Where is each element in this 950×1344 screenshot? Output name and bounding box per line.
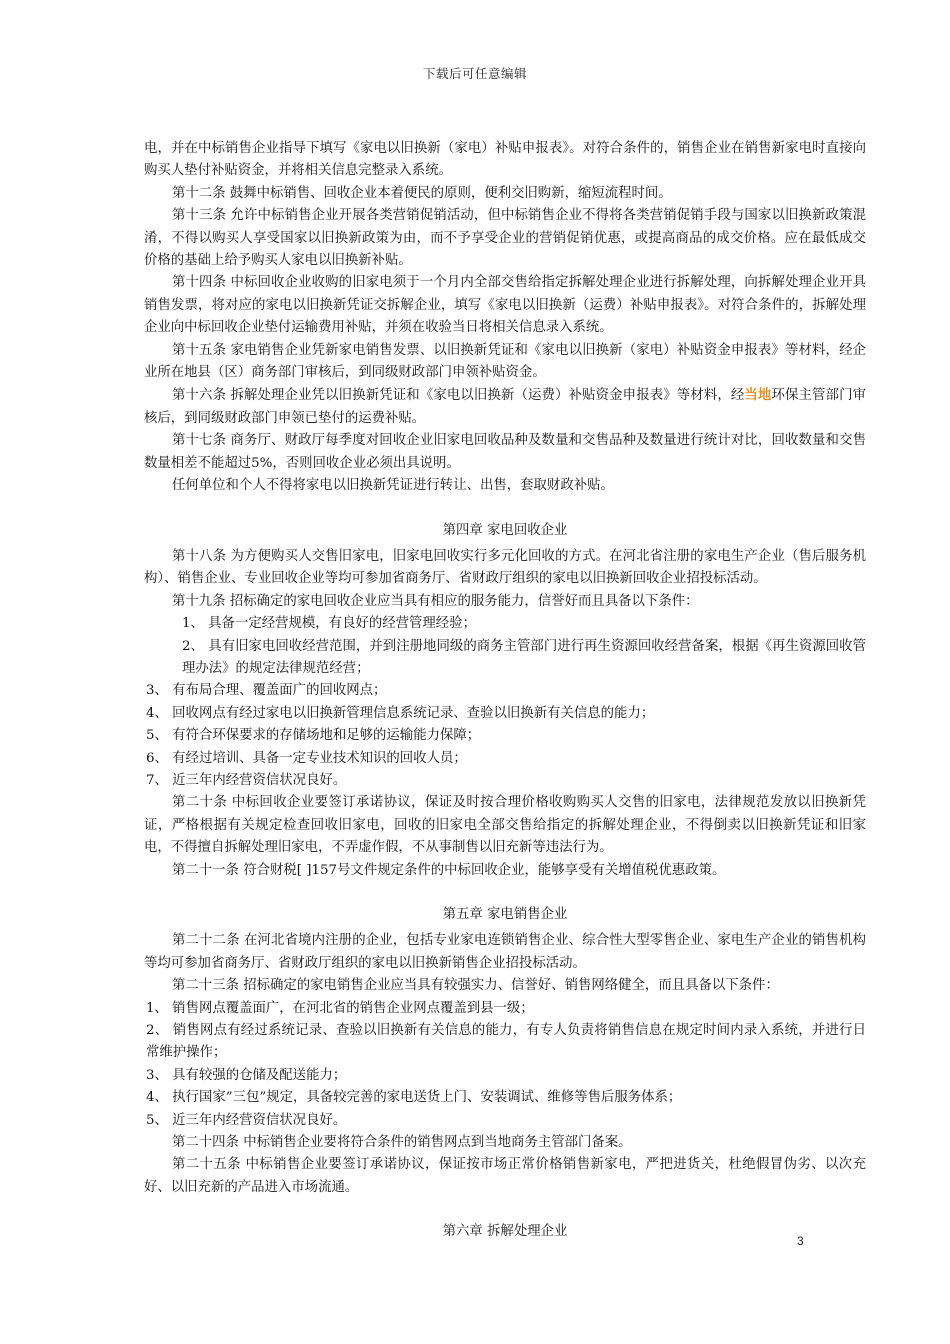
list-item: 4、 执行国家”三包”规定，具备较完善的家电送货上门、安装调试、维修等售后服务体系； — [146, 1090, 682, 1106]
article-paragraph: 第二十条 中标回收企业要签订承诺协议，保证及时按合理价格收购购买人交售的旧家电，法律规范发放以旧换新凭证，严格根据有关规定检查回收旧家电，回收的旧家电全部交售给指定的拆解处理企业，不得倒卖以旧换新凭证和旧家电，不得擅自拆解处理旧家电，不弄虚作假，不从事制售以旧充新等违法行为。 — [144, 795, 866, 856]
list-item: 1、 销售网点覆盖面广，在河北省的销售企业网点覆盖到县一级； — [146, 1000, 534, 1016]
page-header: 下载后可任意编辑 — [422, 66, 527, 81]
article-paragraph: 第十五条 家电销售企业凭新家电销售发票、以旧换新凭证和《家电以旧换新（家电）补贴资金申报表》等材料，经企业所在地县（区）商务部门审核后，到同级财政部门申领补贴资金。 — [144, 342, 866, 381]
paragraph-text: 环保主管部门审核后，到同级财政部门申领已垫付的运费补贴。 — [144, 388, 867, 426]
article-paragraph: 任何单位和个人不得将家电以旧换新凭证进行转让、出售，套取财政补贴。 — [172, 478, 614, 494]
list-item: 6、 有经过培训、具备一定专业技术知识的回收人员； — [146, 750, 467, 766]
article-paragraph: 第二十二条 在河北省境内注册的企业，包括专业家电连锁销售企业、综合性大型零售企业、家电生产企业的销售机构等均可参加省商务厅、省财政厅组织的家电以旧换新销售企业招投标活动。 — [144, 933, 866, 971]
chapter-heading: 第四章 家电回收企业 — [442, 522, 568, 538]
article-paragraph: 第十二条 鼓舞中标销售、回收企业本着便民的原则，便利交旧购新，缩短流程时间。 — [172, 185, 672, 201]
list-item: 3、 有布局合理、覆盖面广的回收网点； — [146, 683, 387, 699]
chapter-heading: 第五章 家电销售企业 — [442, 907, 568, 922]
article-paragraph: 第十九条 招标确定的家电回收企业应当具有相应的服务能力，信誉好而且具备以下条件： — [172, 593, 699, 609]
list-item: 2、 销售网点有经过系统记录、查验以旧换新有关信息的能力，有专人负责将销售信息在规定时间内录入系统，并进行日常维护操作； — [146, 1023, 866, 1061]
document-body — [144, 138, 866, 1248]
article-paragraph: 第二十一条 符合财税[ ]157号文件规定条件的中标回收企业，能够享受有关增值税优惠政策。 — [172, 862, 726, 878]
article-paragraph: 第二十五条 中标销售企业要签订承诺协议，保证按市场正常价格销售新家电，严把进货关，杜绝假冒伪劣、以次充好、以旧充新的产品进入市场流通。 — [144, 1157, 866, 1195]
article-paragraph: 第十七条 商务厅、财政厅每季度对回收企业旧家电回收品种及数量和交售品种及数量进行统计对比，回收数量和交售数量相差不能超过5%，否则回收企业必须出具说明。 — [144, 433, 866, 471]
page-number: 3 — [797, 1234, 804, 1248]
article-paragraph — [144, 384, 866, 430]
list-item: 2、 具有旧家电回收经营范围，并到注册地同级的商务主管部门进行再生资源回收经营备案，根据《再生资源回收管理办法》的规定法律规范经营； — [182, 638, 866, 676]
article-paragraph: 第二十三条 招标确定的家电销售企业应当具有较强实力、信誉好、销售网络健全，而且具备以下条件： — [172, 978, 779, 994]
list-item: 7、 近三年内经营资信状况良好。 — [146, 772, 347, 788]
list-item: 4、 回收网点有经过家电以旧换新管理信息系统记录、查验以旧换新有关信息的能力； — [146, 705, 655, 721]
list-item: 5、 有符合环保要求的存储场地和足够的运输能力保障； — [146, 728, 481, 744]
list-item: 5、 近三年内经营资信状况良好。 — [146, 1112, 347, 1128]
paragraph-text: 第十六条 拆解处理企业凭以旧换新凭证和《家电以旧换新（运费）补贴资金申报表》等材料，经 — [172, 388, 745, 404]
list-item: 3、 具有较强的仓储及配送能力； — [146, 1067, 347, 1083]
article-paragraph: 第十八条 为方便购买人交售旧家电，旧家电回收实行多元化回收的方式。在河北省注册的家电生产企业（售后服务机构）、销售企业、专业回收企业等均可参加省商务厅、省财政厅组织的家电以旧换新回收企业招投标活动。 — [144, 548, 866, 587]
article-paragraph: 第十四条 中标回收企业收购的旧家电须于一个月内全部交售给指定拆解处理企业进行拆解处理，向拆解处理企业开具销售发票，将对应的家电以旧换新凭证交拆解企业，填写《家电以旧换新（运费）补贴申报表》。对符合条件的，拆解处理企业向中标回收企业垫付运输费用补贴，并须在收验当日将相关信息录入系统。 — [144, 275, 866, 336]
article-paragraph: 第二十四条 中标销售企业要将符合条件的销售网点到当地商务主管部门备案。 — [172, 1135, 632, 1151]
highlighted-text: 当地 — [744, 387, 772, 404]
article-paragraph: 第十三条 允许中标销售企业开展各类营销促销活动，但中标销售企业不得将各类营销促销手段与国家以旧换新政策混淆，不得以购买人享受国家以旧换新政策为由，而不予享受企业的营销促销优惠，或提高商品的成交价格。应在最低成交价格的基础上给予购买人家电以旧换新补贴。 — [144, 208, 866, 269]
article-paragraph: 电，并在中标销售企业指导下填写《家电以旧换新（家电）补贴申报表》。对符合条件的，销售企业在销售新家电时直接向购买人垫付补贴资金，并将相关信息完整录入系统。 — [144, 141, 866, 179]
list-item: 1、 具备一定经营规模，有良好的经营管理经验； — [182, 616, 476, 632]
chapter-heading: 第六章 拆解处理企业 — [442, 1224, 568, 1240]
